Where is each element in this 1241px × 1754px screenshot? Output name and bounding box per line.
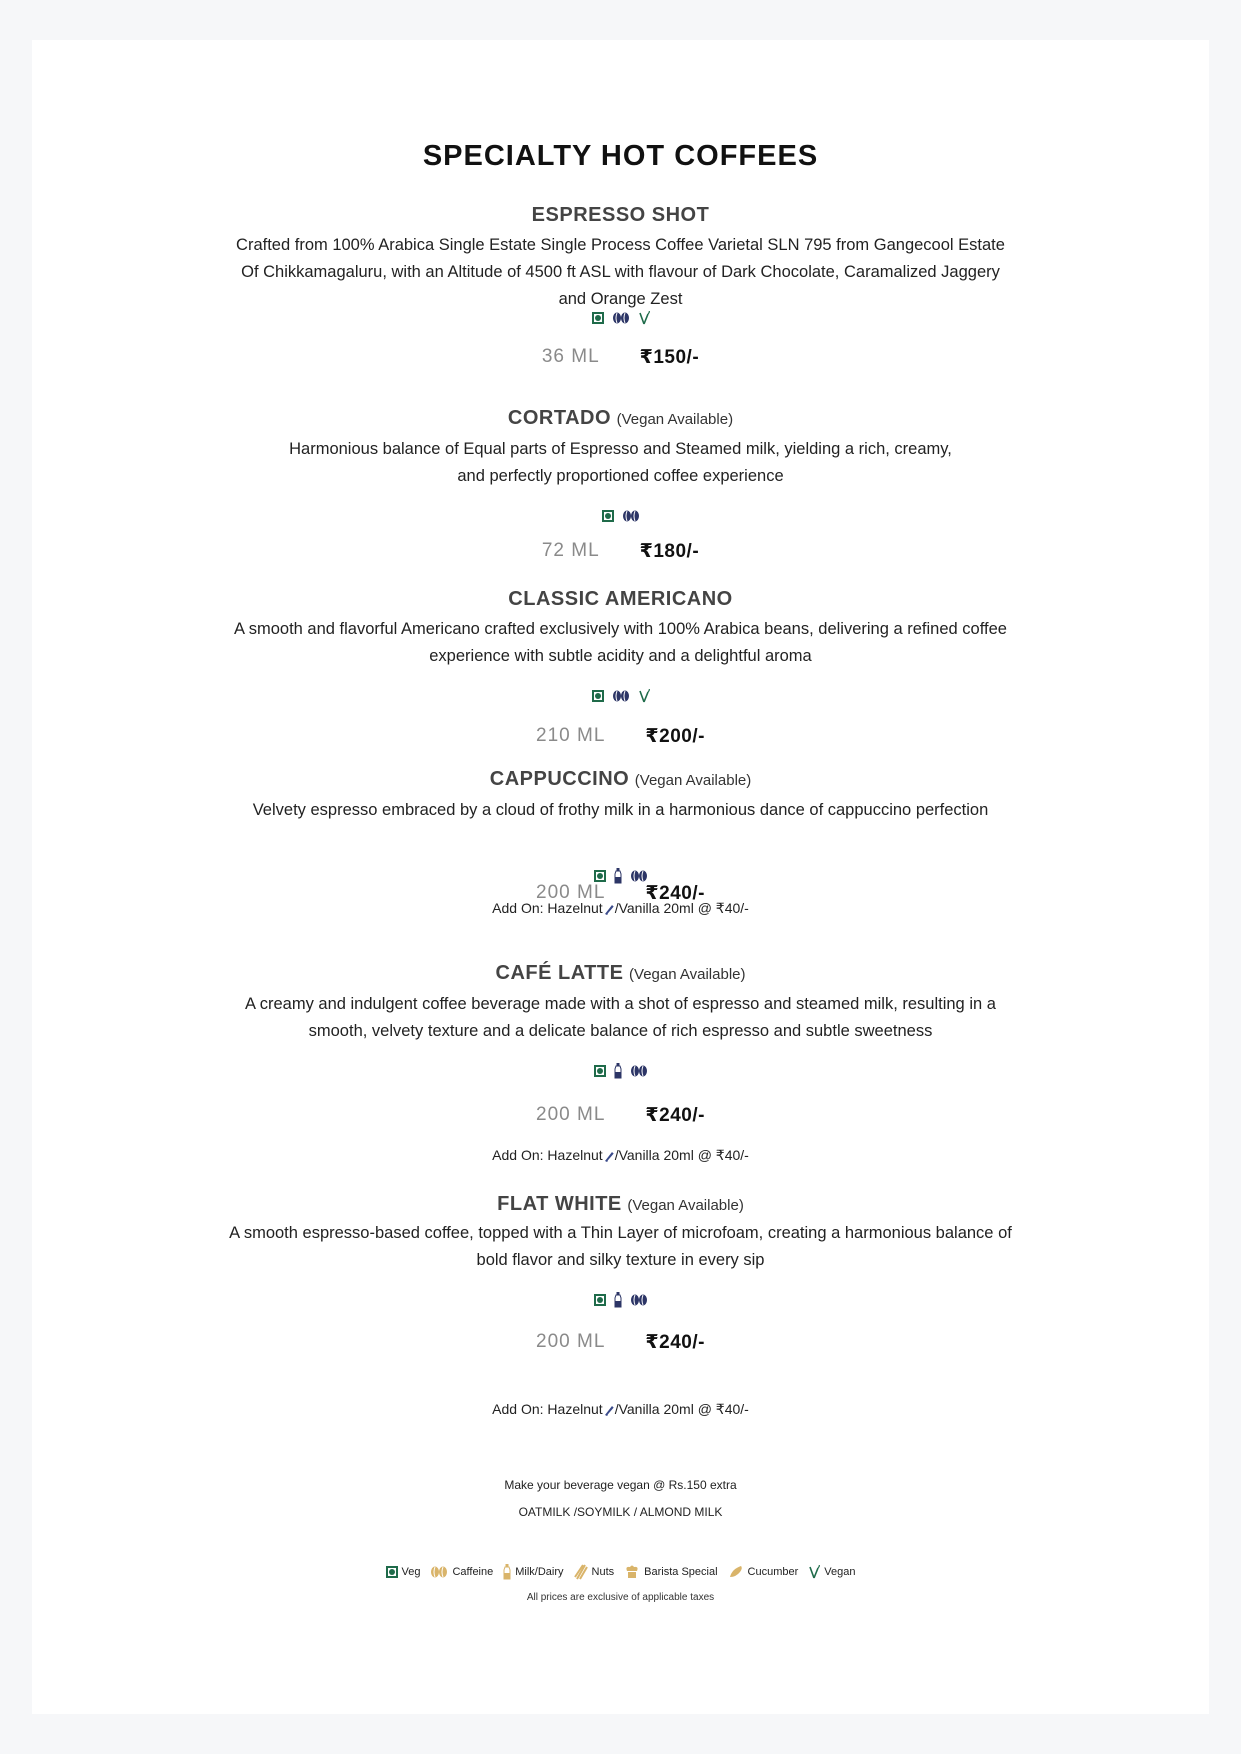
- item-name: CAFÉ LATTE: [495, 962, 624, 984]
- item-name: ESPRESSO SHOT: [531, 204, 710, 226]
- desc-line: Of Chikkamagaluru, with an Altitude of 4500 ft ASL with flavour of Dark Chocolate, Caramalized Jaggery: [241, 263, 1000, 281]
- item-description-cortado: [32, 436, 1209, 490]
- desc-line: smooth, velvety texture and a delicate balance of rich espresso and subtle sweetness: [308, 1022, 933, 1040]
- item-description-cafe-latte: [32, 991, 1209, 1045]
- volume-label: 36 ML: [541, 346, 600, 367]
- milk-bottle-icon: [614, 1063, 622, 1079]
- legend-item-vegan: [808, 1565, 855, 1579]
- legend-label: Nuts: [591, 1566, 615, 1578]
- coffee-bean-icon: [430, 1566, 448, 1578]
- item-addon-cafe-latte: [32, 1147, 1209, 1164]
- item-heading-cappuccino: [32, 768, 1209, 791]
- item-description-cappuccino: [32, 797, 1209, 824]
- icon-legend: [32, 1564, 1209, 1580]
- addon-text: /Vanilla 20ml @ ₹40/-: [614, 1401, 749, 1417]
- milk-bottle-icon: [614, 1292, 622, 1308]
- desc-line: and perfectly proportioned coffee experience: [457, 467, 784, 485]
- coffee-bean-icon: [622, 510, 640, 522]
- legend-label: Caffeine: [452, 1566, 494, 1578]
- desc-line: A smooth espresso-based coffee, topped with a Thin Layer of microfoam, creating a harmonious balance of: [229, 1224, 1012, 1242]
- item-description-flat-white: [32, 1220, 1209, 1274]
- item-heading-espresso-shot: [32, 204, 1209, 227]
- item-icons-cortado: [32, 506, 1209, 526]
- coffee-bean-icon: [630, 1065, 648, 1077]
- legend-item-barista-special: [624, 1565, 717, 1579]
- price-label: ₹240/-: [645, 1105, 705, 1126]
- item-price-row-flat-white: [32, 1331, 1209, 1354]
- addon-text: /Vanilla 20ml @ ₹40/-: [614, 1147, 749, 1163]
- tax-note: All prices are exclusive of applicable taxes: [526, 1592, 715, 1603]
- desc-line: A smooth and flavorful Americano crafted exclusively with 100% Arabica beans, delivering a refined coffee: [234, 620, 1007, 638]
- page-title: SPECIALTY HOT COFFEES: [422, 140, 819, 172]
- syrup-icon: [603, 903, 615, 915]
- item-name: CORTADO: [507, 407, 612, 429]
- addon-text: Add On: Hazelnut: [492, 1147, 603, 1163]
- price-label: ₹180/-: [639, 541, 700, 562]
- veg-icon: [594, 1065, 606, 1077]
- desc-line: Harmonious balance of Equal parts of Espresso and Steamed milk, yielding a rich, creamy,: [289, 440, 952, 458]
- item-description-espresso-shot: [32, 232, 1209, 313]
- desc-line: A creamy and indulgent coffee beverage made with a shot of espresso and steamed milk, resulting in a: [245, 995, 996, 1013]
- item-icons-cafe-latte: [32, 1061, 1209, 1081]
- legend-item-cucumber: [728, 1565, 799, 1579]
- vegan-available-note: (Vegan Available): [629, 966, 746, 983]
- desc-line: bold flavor and silky texture in every sip: [476, 1251, 765, 1269]
- item-price-row-cortado: [32, 540, 1209, 563]
- syrup-icon: [603, 1150, 615, 1162]
- vegan-available-note: (Vegan Available): [616, 411, 734, 428]
- volume-label: 200 ML: [536, 1104, 606, 1125]
- item-price-row-espresso-shot: [32, 346, 1209, 369]
- veg-icon: [602, 510, 614, 522]
- veg-icon: [594, 870, 606, 882]
- desc-line: Crafted from 100% Arabica Single Estate Single Process Coffee Varietal SLN 795 from Gangecool Estate: [236, 236, 1005, 254]
- item-heading-cafe-latte: [32, 962, 1209, 985]
- milk-options-note: OATMILK /SOYMILK / ALMOND MILK: [518, 1505, 723, 1519]
- legend-label: Veg: [401, 1566, 421, 1578]
- milk-bottle-icon: [503, 1564, 511, 1580]
- item-price-row-classic-americano: [32, 725, 1209, 748]
- addon-text: Add On: Hazelnut: [492, 900, 603, 916]
- addon-text: /Vanilla 20ml @ ₹40/-: [614, 900, 749, 916]
- legend-label: Cucumber: [747, 1566, 799, 1578]
- legend-label: Barista Special: [644, 1566, 718, 1578]
- veg-icon: [592, 690, 604, 702]
- price-label: ₹240/-: [645, 1332, 705, 1353]
- legend-item-milk-dairy: [503, 1564, 563, 1580]
- veg-icon: [594, 1294, 606, 1306]
- volume-label: 72 ML: [541, 540, 600, 561]
- vegan-available-note: (Vegan Available): [634, 772, 752, 789]
- legend-label: Milk/Dairy: [515, 1566, 564, 1578]
- item-heading-classic-americano: [32, 588, 1209, 611]
- item-description-classic-americano: [32, 616, 1209, 670]
- vegan-icon: [808, 1565, 820, 1579]
- cucumber-icon: [728, 1565, 744, 1579]
- legend-item-caffeine: [430, 1566, 493, 1578]
- desc-line: Velvety espresso embraced by a cloud of frothy milk in a harmonious dance of cappuccino perfection: [252, 801, 989, 819]
- vegan-available-note: (Vegan Available): [627, 1197, 744, 1214]
- syrup-icon: [603, 1404, 615, 1416]
- price-label: ₹240/-: [645, 883, 705, 904]
- legend-label: Vegan: [824, 1566, 856, 1578]
- addon-text: Add On: Hazelnut: [492, 1401, 603, 1417]
- legend-item-veg: [386, 1566, 421, 1578]
- coffee-bean-icon: [630, 870, 648, 882]
- veg-icon: [386, 1566, 398, 1578]
- coffee-bean-icon: [612, 312, 630, 324]
- item-heading-flat-white: [32, 1193, 1209, 1216]
- item-addon-flat-white: [32, 1401, 1209, 1418]
- item-name: CLASSIC AMERICANO: [508, 588, 733, 610]
- item-heading-cortado: [32, 407, 1209, 430]
- barista-special-icon: [624, 1565, 640, 1579]
- vegan-icon: [638, 311, 650, 325]
- volume-label: 200 ML: [536, 882, 606, 903]
- nuts-icon: [574, 1564, 588, 1580]
- item-icons-classic-americano: [32, 686, 1209, 706]
- volume-label: 200 ML: [536, 1331, 606, 1352]
- coffee-bean-icon: [630, 1294, 648, 1306]
- volume-label: 210 ML: [536, 725, 606, 746]
- item-name: FLAT WHITE: [497, 1193, 622, 1215]
- item-icons-espresso-shot: [32, 308, 1209, 328]
- vegan-icon: [638, 689, 650, 703]
- price-label: ₹200/-: [645, 726, 705, 747]
- menu-page: [32, 40, 1209, 1714]
- item-addon-cappuccino: [32, 900, 1209, 917]
- veg-icon: [592, 312, 604, 324]
- item-icons-flat-white: [32, 1290, 1209, 1310]
- vegan-extra-note: Make your beverage vegan @ Rs.150 extra: [504, 1478, 737, 1492]
- price-label: ₹150/-: [639, 347, 700, 368]
- desc-line: experience with subtle acidity and a delightful aroma: [429, 647, 812, 665]
- legend-item-nuts: [574, 1564, 615, 1580]
- coffee-bean-icon: [612, 690, 630, 702]
- item-price-row-cafe-latte: [32, 1104, 1209, 1127]
- desc-line: and Orange Zest: [558, 290, 683, 308]
- item-name: CAPPUCCINO: [489, 768, 630, 790]
